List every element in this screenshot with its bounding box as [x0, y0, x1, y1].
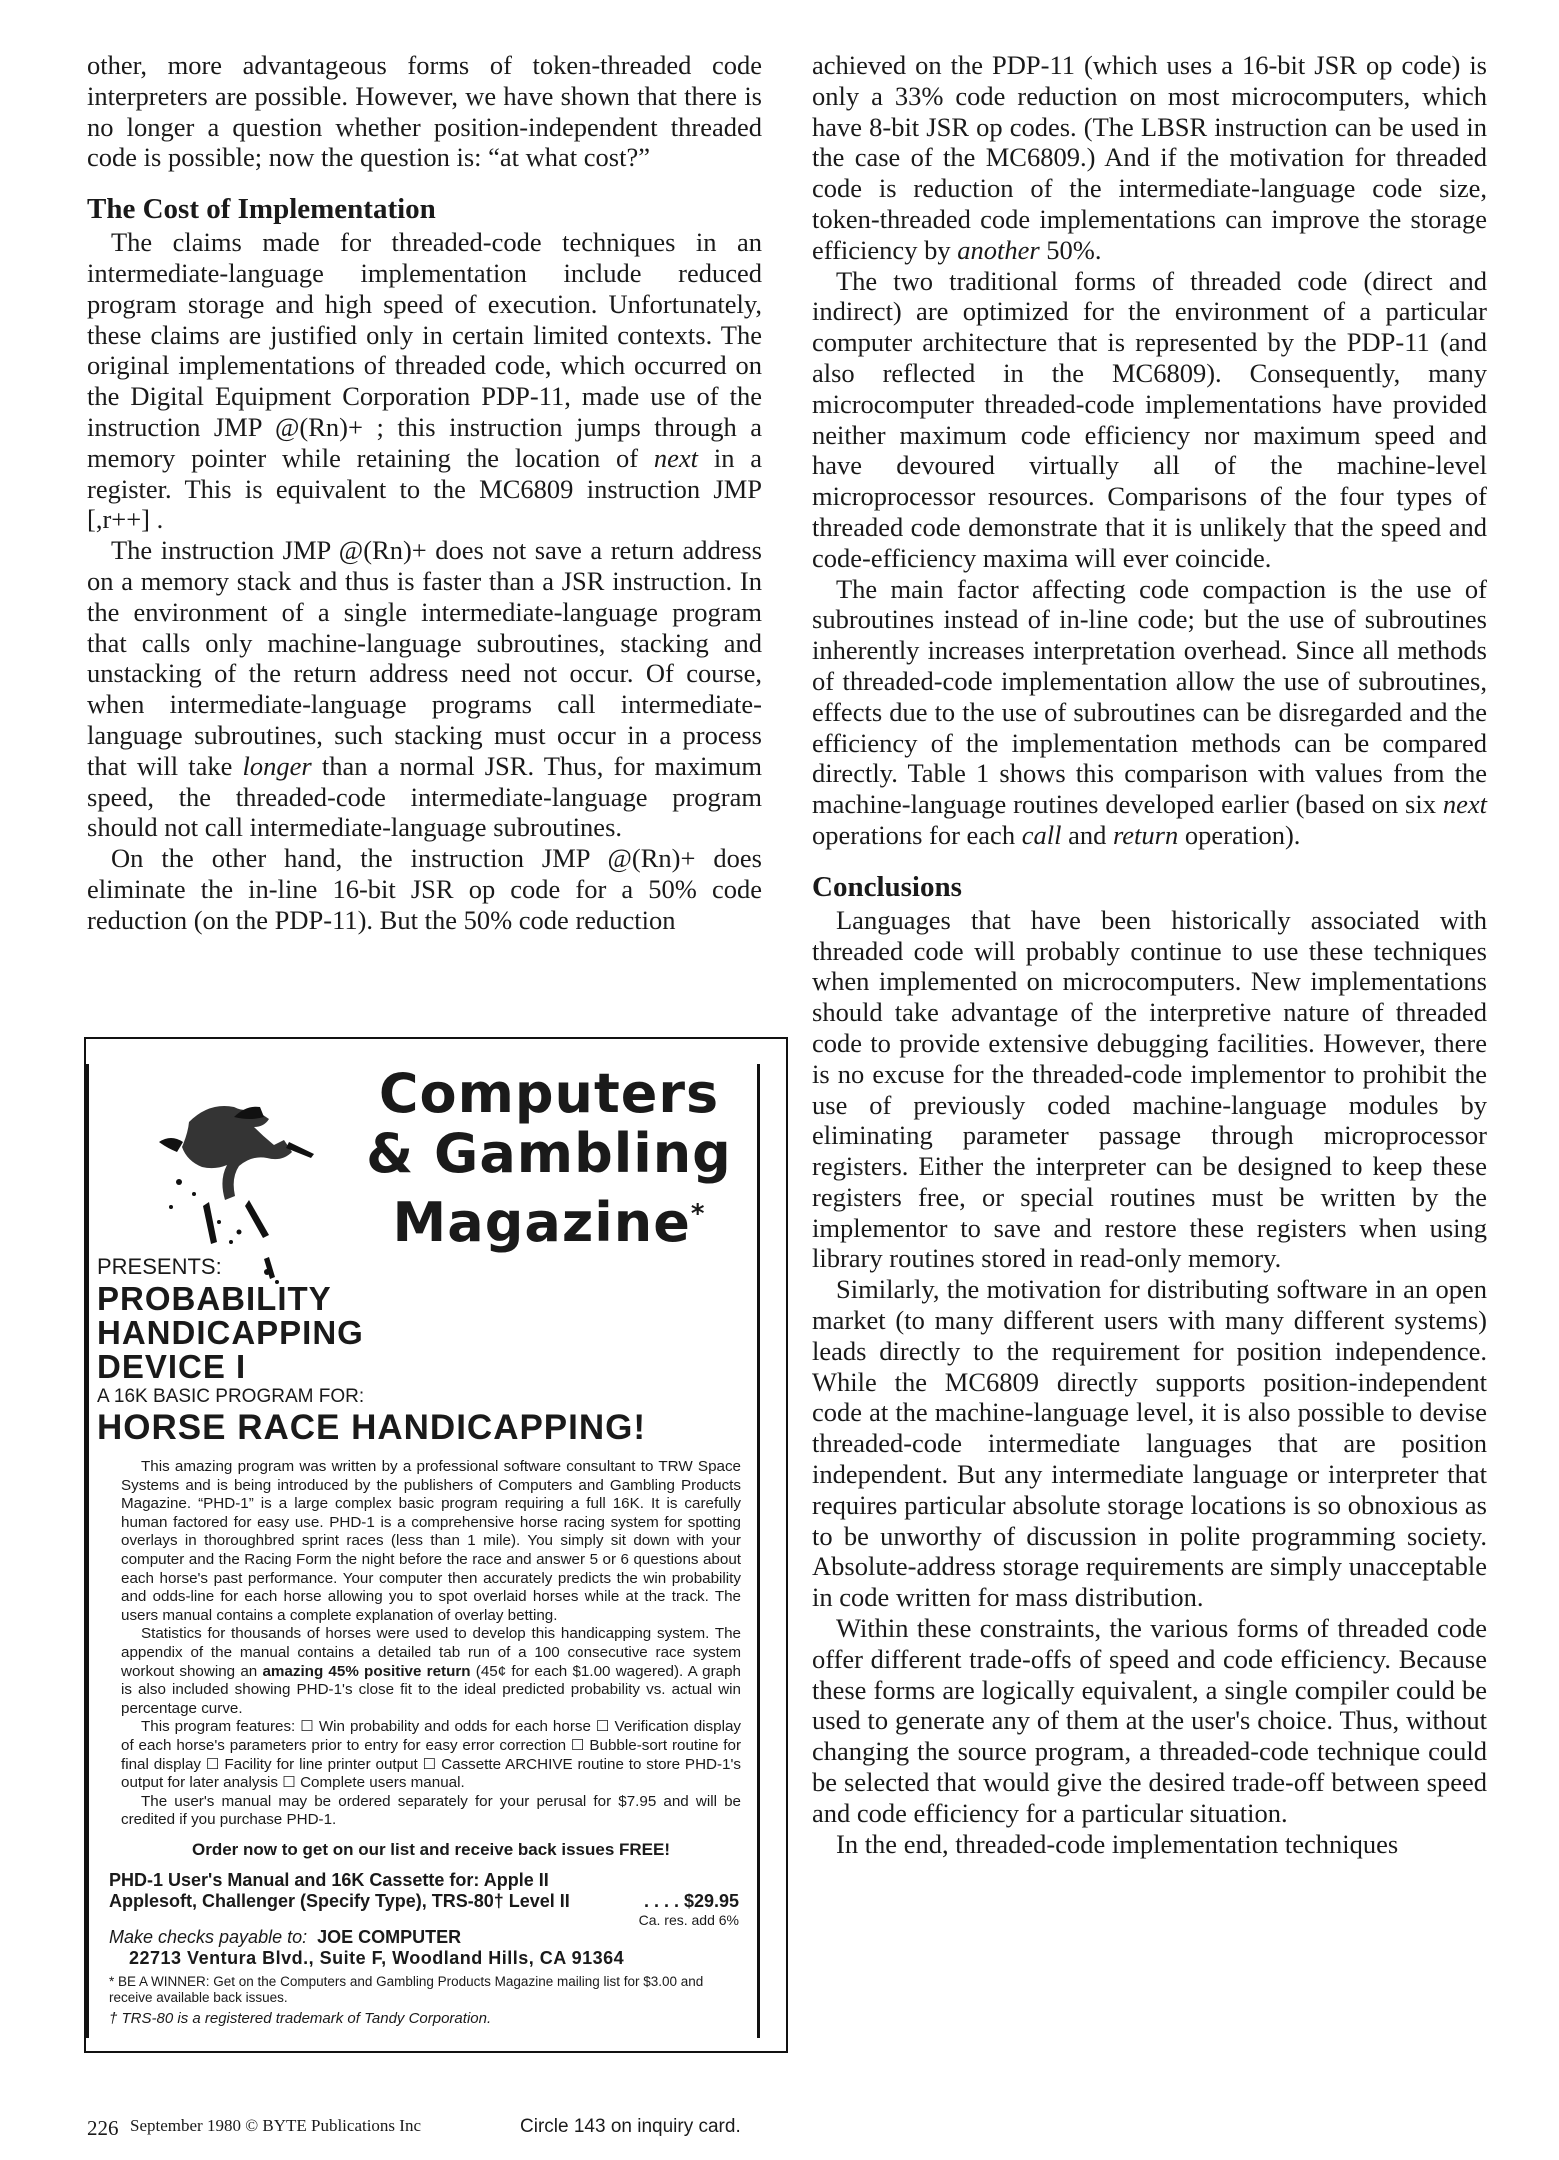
inquiry-card-note: Circle 143 on inquiry card.	[520, 2116, 741, 2137]
order-line: Order now to get on our list and receive back issues FREE!	[191, 1840, 670, 1859]
section-heading: The Cost of Implementation	[87, 193, 436, 226]
price: . . . . $29.95	[643, 1891, 739, 1911]
paragraph: Languages that have been historically associated with threaded code will probably continue to use these techniques when implemented on microcomputers. New implementations should take advantage of the interpretive nature of threaded code to provide extensive debugging facilities. However, there is no excuse for the threaded-code implementor to prohibit the use of previously coded machine-language modules by eliminating parameter passage through microprocessor registers. Either the interpreter can be designed to keep these registers free, or special routines must be written by the implementor to save and restore these registers when using library routines stored in read-only memory.	[812, 904, 1487, 1274]
paragraph: The instruction JMP @(Rn)+ does not save a return address on a memory stack and thus is faster than a JSR instruction. In the environment of a single intermediate-language program that calls only machine-language subroutines, stacking and unstacking of the return address need not occur. Of course, when intermediate-language programs call intermediate-language subroutines, such stacking must occur in a process that will take longer than a normal JSR. Thus, for maximum speed, the threaded-code intermediate-language program should not call intermediate-language subroutines.	[87, 535, 763, 843]
magazine-title: Computers & Gambling Magazine*	[366, 1062, 732, 1254]
product-offer: PHD-1 User's Manual and 16K Cassette for: Apple II Applesoft, Challenger (Specify Type), TRS-80† Level II	[109, 1870, 570, 1911]
left-column	[87, 50, 762, 936]
paragraph: Within these constraints, the various forms of threaded code offer different trade-offs of speed and code efficiency. Because these forms are logically equivalent, a single compiler could be used to generate any of them at the user's choice. Thus, without changing the source program, a threaded-code technique could be selected that would give the desired trade-off between speed and code efficiency for a particular situation.	[812, 1613, 1487, 1828]
paragraph: In the end, threaded-code implementation techniques	[836, 1828, 1399, 1859]
right-column	[812, 50, 1487, 1859]
ad-headline: HORSE RACE HANDICAPPING!	[97, 1408, 647, 1447]
ad-body-text: This amazing program was written by a professional software consultant to TRW Space Systems and is being introduced by the publishers of Computers and Gambling Products Magazine. “PHD-1” is a large complex basic program requiring a full 16K. It is carefully human factored for easy use. PHD-1 is a comprehensive horse racing system for spotting overlays in thoroughbred sprint races (less than 1 mile). You simply sit down with your computer and the Racing Form the night before the race and answer 5 or 6 questions about each horse's past performance. Your computer then accurately predicts the win probability and odds-line for each horse allowing you to spot overlaid horses while at the track. The users manual contains a complete explanation of overlay betting. Statistics for thousands of horses were used to develop this handicapping system. The appendix of the manual contains a detailed tab run of a 100 consecutive race system workout showing an amazing 45% positive return (45¢ for each $1.00 wagered). A graph is also included showing PHD-1's close fit to the ideal predicted probability vs. actual win percentage curve. This program features: ☐ Win probability and odds for each horse ☐ Verification display of each horse's parameters prior to entry for easy error correction ☐ Bubble-sort routine for final display ☐ Facility for line printer output ☐ Cassette ARCHIVE routine to store PHD-1's output for later analysis ☐ Complete users manual. The user's manual may be ordered separately for your perusal for $7.95 and will be credited if you purchase PHD-1.	[121, 1458, 741, 1829]
advertisement	[86, 1064, 760, 2038]
address: 22713 Ventura Blvd., Suite F, Woodland Hills, CA 91364	[129, 1948, 625, 1968]
paragraph: On the other hand, the instruction JMP @(Rn)+ does eliminate the in-line 16-bit JSR op code for a 50% code reduction (on the PDP-11). But the 50% code reduction	[87, 843, 762, 935]
page-number: 226	[87, 2116, 119, 2140]
paragraph: Similarly, the motivation for distributing software in an open market (to many different users with many different systems) leads directly to the requirement for position independence. While the MC6809 directly supports position-independent code at the machine-language level, it is also possible to devise threaded-code intermediate languages that are position independent. But any intermediate language or interpreter that requires particular absolute storage locations is so obnoxious as to be unworthy of discussion in polite programming society. Absolute-address storage requirements are simply unacceptable in code written for mass distribution.	[812, 1274, 1487, 1613]
paragraph: achieved on the PDP-11 (which uses a 16-bit JSR op code) is only a 33% code reduction on most microcomputers, which have 8-bit JSR op codes. (The LBSR instruction can be used in the case of the MC6809.) And if the motivation for threaded code is reduction of the intermediate-language code size, token-threaded code implementations can improve the storage efficiency by another 50%.	[812, 50, 1487, 265]
publication-date: September 1980 © BYTE Publications Inc	[130, 2116, 422, 2135]
winner-note: * BE A WINNER: Get on the Computers and Gambling Products Magazine mailing list for $3.00 and receive available back issues.	[109, 1974, 704, 2005]
presents-label: PRESENTS:	[97, 1254, 222, 1279]
paragraph: The two traditional forms of threaded code (direct and indirect) are optimized for the environment of a particular computer architecture that is represented by the PDP-11 (and also reflected in the MC6809). Consequently, many microcomputer threaded-code implementations have provided neither maximum code efficiency nor maximum speed and have devoured virtually all of the machine-level microprocessor resources. Comparisons of the four types of threaded code demonstrate that it is unlikely that the speed and code-efficiency maxima will ever coincide.	[812, 265, 1487, 573]
paragraph: The claims made for threaded-code techniques in an intermediate-language implementation include reduced program storage and high speed of execution. Unfortunately, these claims are justified only in certain limited contexts. The original implementations of threaded code, which occurred on the Digital Equipment Corporation PDP-11, made use of the instruction JMP @(Rn)+ ; this instruction jumps through a memory pointer while retaining the location of next in a register. This is equivalent to the MC6809 instruction JMP [,r++] .	[87, 227, 763, 535]
section-heading: Conclusions	[812, 870, 962, 903]
paragraph: The main factor affecting code compaction is the use of subroutines instead of in-line code; but the use of subroutines inherently increases interpretation overhead. Since all methods of threaded-code implementation allow the use of subroutines, effects due to the use of subroutines can be disregarded and the efficiency of the implementation methods can be compared directly. Table 1 shows this comparison with values from the machine-language routines developed earlier (based on six next operations for each call and return operation).	[812, 573, 1487, 850]
paragraph: other, more advantageous forms of token-threaded code interpreters are possible. However, we have shown that there is no longer a question whether position-independent threaded code is possible; now the question is: “at what cost?”	[87, 50, 762, 173]
trademark-note: † TRS-80 is a registered trademark of Tandy Corporation.	[109, 2010, 492, 2027]
sales-tax-note: Ca. res. add 6%	[638, 1912, 739, 1928]
payable-to: Make checks payable to: JOE COMPUTER	[109, 1927, 462, 1947]
product-name: PROBABILITY HANDICAPPING DEVICE I	[97, 1280, 364, 1385]
program-for-label: A 16K BASIC PROGRAM FOR:	[97, 1386, 365, 1407]
